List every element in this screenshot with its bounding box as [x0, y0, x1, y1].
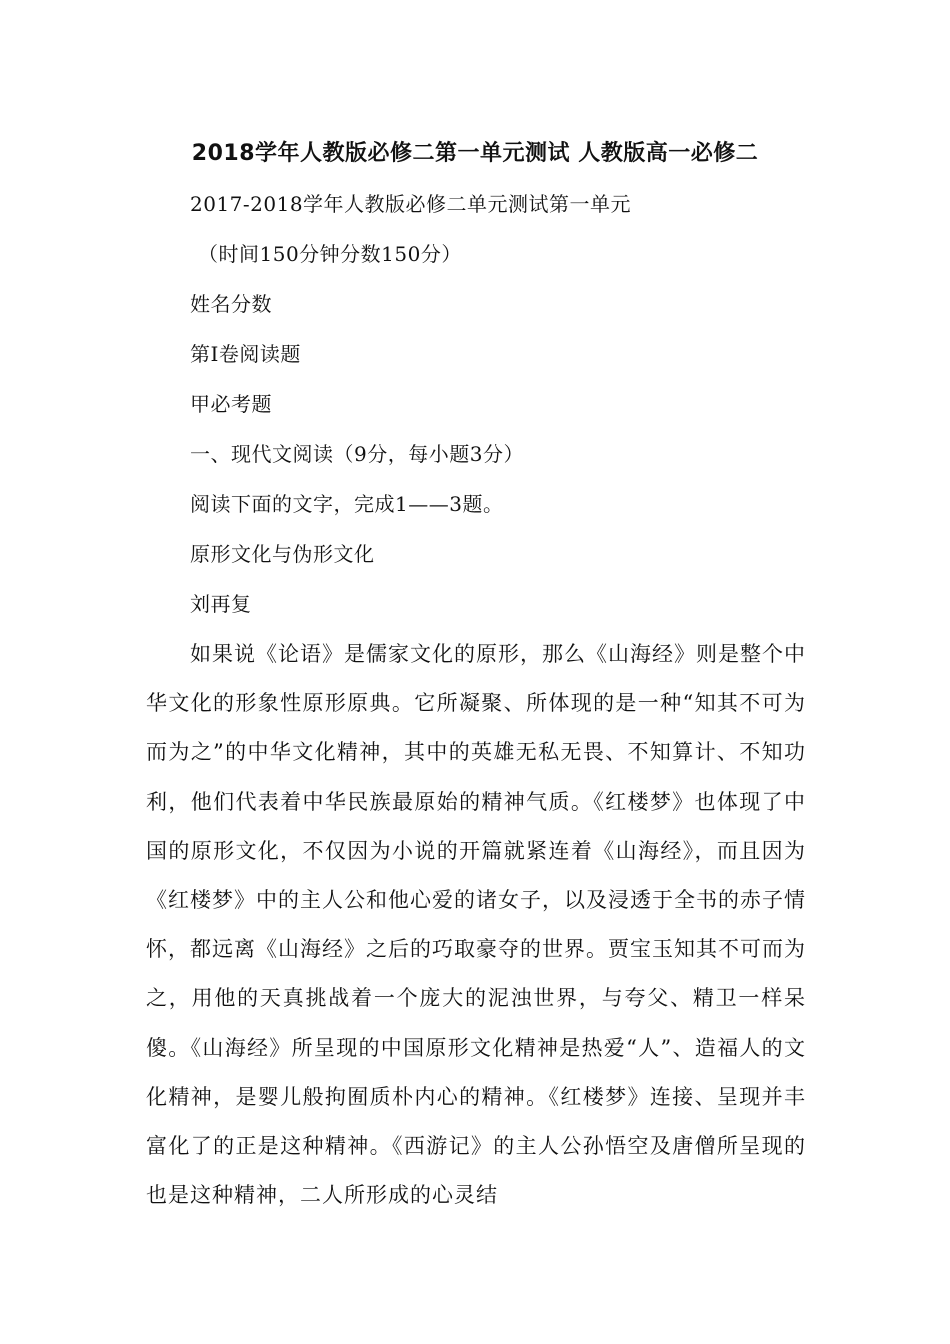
document-title: 2018学年人教版必修二第一单元测试 人教版高一必修二 [191, 141, 759, 166]
time-score-line: （时间150分钟分数150分） [198, 242, 462, 266]
article-title: 原形文化与伪形文化 [190, 542, 375, 566]
document-subtitle: 2017-2018学年人教版必修二单元测试第一单元 [190, 192, 632, 216]
instruction-line: 阅读下面的文字，完成1——3题。 [190, 492, 504, 516]
volume-heading: 第Ⅰ卷阅读题 [190, 342, 301, 366]
name-score-line: 姓名分数 [190, 292, 272, 316]
required-heading: 甲必考题 [190, 392, 272, 416]
article-author: 刘再复 [190, 592, 252, 616]
article-paragraph: 如果说《论语》是儒家文化的原形，那么《山海经》则是整个中华文化的形象性原形原典。它所凝聚、所体现的是一种“知其不可为而为之”的中华文化精神，其中的英雄无私无畏、不知算计、不知功利，他们代表着中华民族最原始的精神气质。《红楼梦》也体现了中国的原形文化，不仅因为小说的开篇就紧连着《山海经》，而且因为《红楼梦》中的主人公和他心爱的诸女子，以及浸透于全书的赤子情怀，都远离《山海经》之后的巧取豪夺的世界。贾宝玉知其不可而为之，用他的天真挑战着一个庞大的泥浊世界，与夸父、精卫一样呆傻。《山海经》所呈现的中国原形文化精神是热爱“人”、造福人的文化精神，是婴儿般拘囿质朴内心的精神。《红楼梦》连接、呈现并丰富化了的正是这种精神。《西游记》的主人公孙悟空及唐僧所呈现的也是这种精神，二人所形成的心灵结 [146, 642, 806, 1208]
section-heading: 一、现代文阅读（9分，每小题3分） [190, 442, 524, 466]
